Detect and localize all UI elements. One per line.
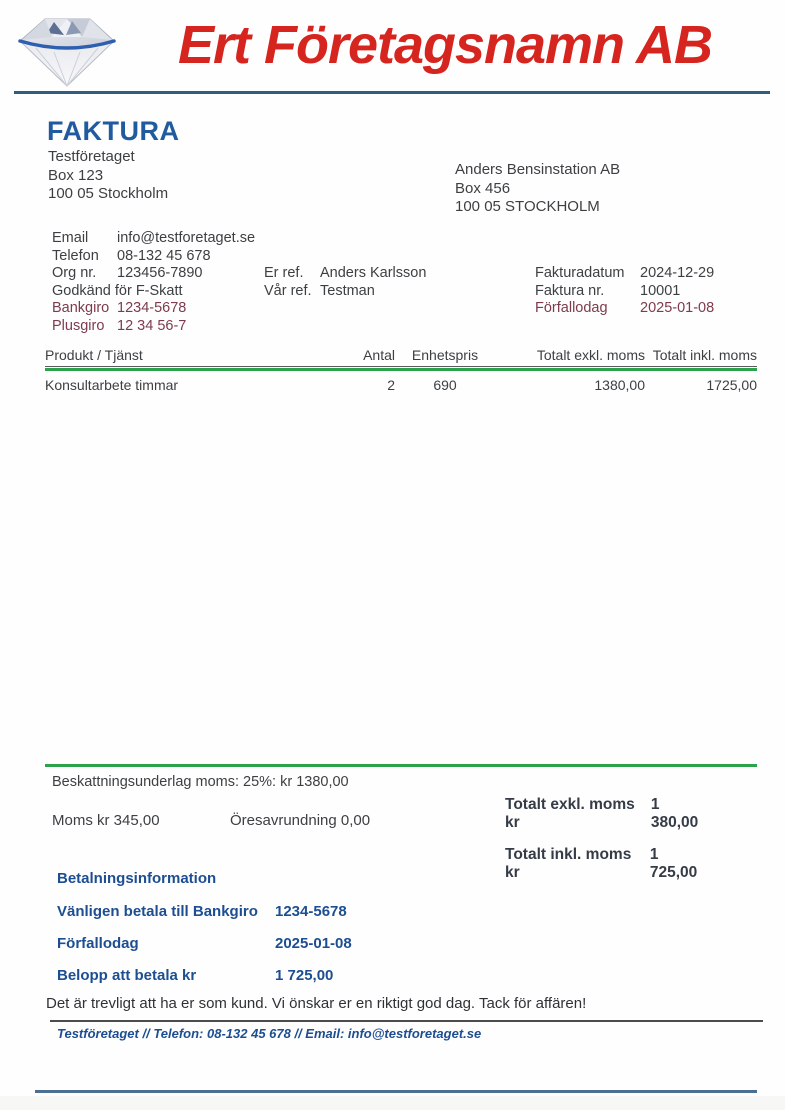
- tax-base-line: Beskattningsunderlag moms: 25%: kr 1380,00: [52, 774, 349, 790]
- moms-line: Moms kr 345,00: [52, 812, 160, 829]
- orgnr-value: 123456-7890: [117, 265, 203, 281]
- contact-block: [52, 230, 255, 335]
- orgnr-label: Org nr.: [52, 265, 97, 281]
- cell-qty: 2: [387, 377, 395, 393]
- sender-city: 100 05 Stockholm: [48, 185, 169, 202]
- closing-message: Det är trevligt att ha er som kund. Vi önskar er en riktigt god dag. Tack för affären!: [46, 995, 587, 1012]
- er-ref-label: Er ref.: [264, 265, 304, 281]
- payment-amount-row: [57, 967, 352, 984]
- payment-due-label: Förfallodag: [57, 935, 139, 952]
- plusgiro-row: [52, 318, 255, 336]
- total-excl-value: 1 380,00: [650, 796, 699, 831]
- invoice-number-row: [535, 283, 714, 301]
- sender-address: [48, 148, 168, 204]
- payment-bankgiro-label: Vänligen betala till Bankgiro: [57, 903, 258, 920]
- totals-block: [505, 796, 710, 896]
- contact-orgnr-row: [52, 265, 255, 283]
- fskatt-row: Godkänd för F-Skatt: [52, 282, 183, 299]
- invoice-meta-block: [535, 265, 714, 318]
- line-items-table: [45, 347, 757, 393]
- payment-due-value: 2025-01-08: [275, 935, 352, 952]
- scan-edge-strip: [0, 1096, 785, 1110]
- sender-box: Box 123: [48, 166, 104, 184]
- contact-phone-row: [52, 248, 255, 266]
- er-ref-row: [264, 265, 426, 283]
- email-value: info@testforetaget.se: [117, 230, 256, 246]
- total-excl-label: Totalt exkl. moms kr: [505, 796, 635, 831]
- cell-total-incl: 1725,00: [706, 377, 757, 393]
- var-ref-row: [264, 283, 426, 301]
- payment-due-row: [57, 935, 352, 952]
- phone-label: Telefon: [52, 247, 99, 264]
- due-date-row: [535, 300, 714, 318]
- plusgiro-label: Plusgiro: [52, 317, 105, 334]
- recipient-address: [455, 161, 620, 217]
- cell-unitprice: 690: [433, 377, 457, 393]
- table-header-green-rule: [45, 368, 757, 371]
- payment-amount-value: 1 725,00: [275, 967, 334, 984]
- summary-green-rule: [45, 764, 757, 767]
- bankgiro-value: 1234-5678: [117, 300, 187, 316]
- bottom-blue-rule: [35, 1090, 757, 1093]
- payment-bankgiro-value: 1234-5678: [275, 903, 347, 920]
- total-incl-label: Totalt inkl. moms kr: [505, 846, 632, 881]
- document-title: FAKTURA: [47, 116, 180, 146]
- col-total-incl-header: Totalt inkl. moms: [652, 347, 757, 363]
- var-ref-label: Vår ref.: [264, 282, 312, 299]
- cell-product: Konsultarbete timmar: [45, 377, 179, 393]
- cell-total-excl: 1380,00: [594, 377, 645, 393]
- references-block: [264, 265, 426, 300]
- recipient-box: Box 456: [455, 179, 511, 197]
- email-label: Email: [52, 230, 89, 246]
- payment-amount-label: Belopp att betala kr: [57, 967, 197, 984]
- invoice-date-row: [535, 265, 714, 283]
- rounding-line: Öresavrundning 0,00: [230, 812, 371, 829]
- table-row: [45, 377, 757, 393]
- diamond-logo-icon: [14, 8, 120, 90]
- sender-name: Testföretaget: [48, 148, 135, 165]
- invoice-date-label: Fakturadatum: [535, 265, 625, 281]
- contact-email-row: [52, 230, 255, 248]
- invoice-number-value: 10001: [640, 282, 681, 299]
- payment-bankgiro-row: [57, 903, 352, 920]
- due-date-value: 2025-01-08: [640, 300, 715, 316]
- invoice-date-value: 2024-12-29: [640, 265, 715, 281]
- recipient-name: Anders Bensinstation AB: [455, 161, 621, 178]
- invoice-number-label: Faktura nr.: [535, 282, 605, 299]
- var-ref-value: Testman: [320, 282, 375, 299]
- col-total-excl-header: Totalt exkl. moms: [536, 347, 645, 363]
- bankgiro-row: [52, 300, 255, 318]
- footer-contact-line: Testföretaget // Telefon: 08-132 45 678 // Email: info@testforetaget.se: [57, 1026, 482, 1041]
- phone-value: 08-132 45 678: [117, 247, 211, 264]
- footer-divider: [50, 1020, 763, 1022]
- total-incl-row: [505, 846, 710, 882]
- col-unitprice-header: Enhetspris: [411, 347, 479, 363]
- due-date-label: Förfallodag: [535, 300, 608, 316]
- total-incl-value: 1 725,00: [649, 846, 698, 881]
- payment-info-block: [57, 870, 352, 999]
- col-qty-header: Antal: [363, 347, 395, 363]
- payment-info-title: Betalningsinformation: [57, 870, 217, 887]
- header-divider: [14, 91, 770, 94]
- table-header-row: [45, 347, 757, 367]
- recipient-city: 100 05 STOCKHOLM: [455, 198, 600, 215]
- total-excl-row: [505, 796, 710, 832]
- bankgiro-label: Bankgiro: [52, 300, 110, 316]
- company-name: Ert Företagsnamn AB: [177, 15, 713, 75]
- col-product-header: Produkt / Tjänst: [45, 347, 143, 363]
- er-ref-value: Anders Karlsson: [320, 265, 427, 281]
- plusgiro-value: 12 34 56-7: [117, 317, 187, 334]
